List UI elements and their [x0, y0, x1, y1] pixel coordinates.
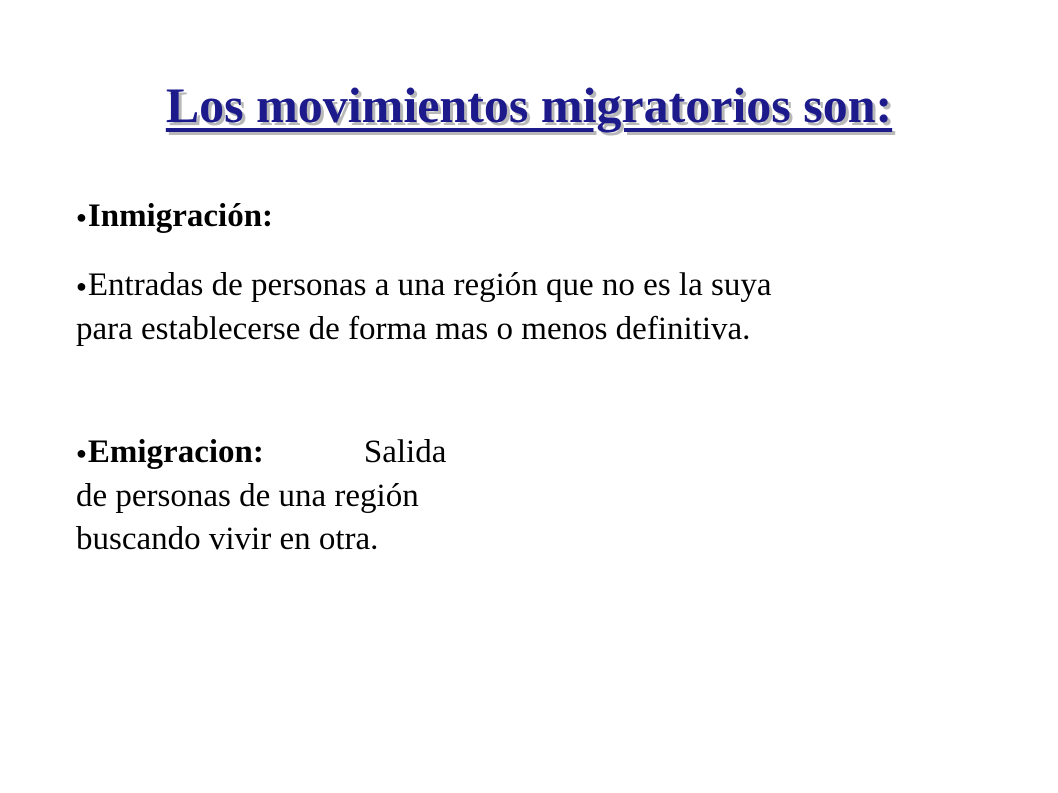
definition-text: Entradas de personas a una región que no es la suya — [87, 267, 772, 303]
bullet-icon: ● — [76, 207, 87, 227]
definition-text: Salida — [363, 434, 447, 470]
term-emigracion: Emigracion: — [87, 434, 264, 470]
bullet-icon: ● — [76, 276, 87, 296]
bullet-item-inmigracion-definition — [76, 264, 771, 351]
bullet-item-emigracion — [76, 431, 446, 561]
definition-line: buscando vivir en otra. — [76, 521, 379, 557]
emigracion-first-line — [76, 431, 446, 475]
definition-line: para establecerse de forma mas o menos definitiva. — [76, 311, 751, 347]
definition-line: de personas de una región — [76, 478, 419, 514]
bullet-icon: ● — [76, 443, 87, 463]
definition-line — [76, 264, 771, 308]
term-inmigracion: Inmigración: — [87, 198, 274, 234]
slide-title: Los movimientos migratorios son: — [165, 77, 893, 133]
bullet-item-inmigracion — [76, 195, 273, 239]
